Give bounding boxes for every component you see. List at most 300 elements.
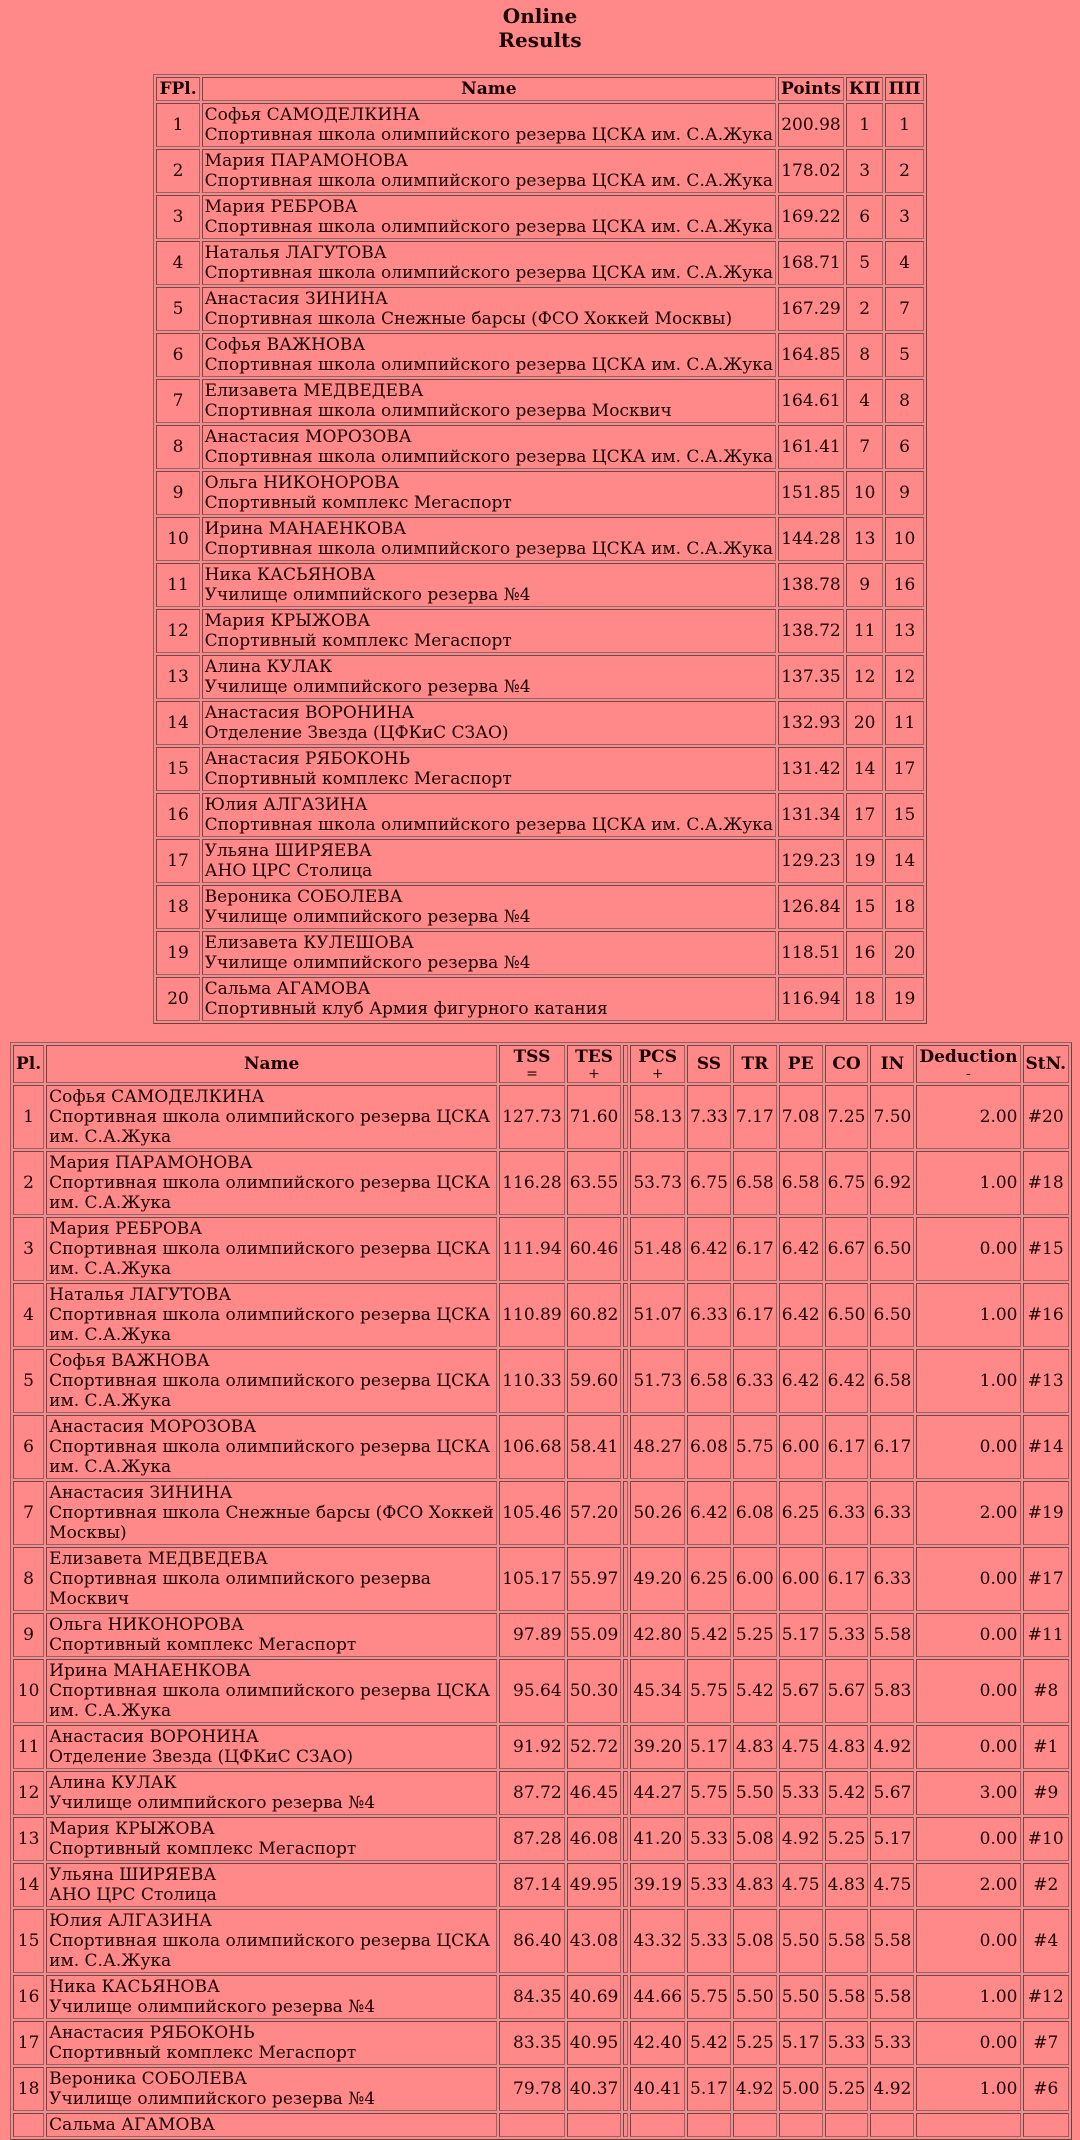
segment-name-cell bbox=[46, 1349, 497, 1413]
segment-tes-cell[interactable]: 71.60 bbox=[567, 1085, 622, 1149]
skater-name[interactable]: Анастасия РЯБОКОНЬ bbox=[49, 2023, 255, 2043]
separator-cell bbox=[623, 1349, 628, 1413]
segment-ss-cell: 5.33 bbox=[687, 1817, 731, 1861]
skater-name[interactable]: Анастасия МОРОЗОВА bbox=[204, 427, 412, 447]
final-name-cell bbox=[202, 977, 776, 1021]
skater-name[interactable]: Сальма АГАМОВА bbox=[204, 979, 371, 999]
segment-co-cell: 5.33 bbox=[825, 2021, 869, 2065]
separator-cell bbox=[623, 1283, 628, 1347]
skater-name[interactable]: Мария ПАРАМОНОВА bbox=[49, 1153, 253, 1173]
final-fs-place-cell[interactable]: 7 bbox=[885, 287, 923, 331]
final-name-cell bbox=[202, 747, 776, 791]
final-sp-place-cell[interactable]: 11 bbox=[846, 609, 884, 653]
final-fs-place-cell[interactable]: 4 bbox=[885, 241, 923, 285]
separator-cell bbox=[623, 1659, 628, 1723]
header-seg-co[interactable]: CO bbox=[825, 1045, 869, 1083]
final-place-cell: 10 bbox=[156, 517, 199, 561]
final-sp-place-cell[interactable]: 13 bbox=[846, 517, 884, 561]
segment-ded-cell: 0.00 bbox=[916, 1415, 1020, 1479]
segment-ded-cell: 2.00 bbox=[916, 1085, 1020, 1149]
separator-cell bbox=[623, 1613, 628, 1657]
skater-name[interactable]: Ирина МАНАЕНКОВА bbox=[49, 1661, 251, 1681]
segment-co-cell: 5.33 bbox=[825, 1613, 869, 1657]
segment-table-row bbox=[13, 1415, 1069, 1479]
header-pcs-sub: + bbox=[651, 1066, 664, 1082]
segment-tes-cell[interactable]: 59.60 bbox=[567, 1349, 622, 1413]
final-sp-place-cell[interactable]: 6 bbox=[846, 195, 884, 239]
segment-table-row bbox=[13, 1909, 1069, 1973]
final-place-cell: 4 bbox=[156, 241, 199, 285]
skater-name[interactable]: Мария ПАРАМОНОВА bbox=[204, 151, 409, 171]
final-sp-place-cell[interactable]: 18 bbox=[846, 977, 884, 1021]
skater-name[interactable]: Юлия АЛГАЗИНА bbox=[49, 1911, 213, 1931]
segment-table-row bbox=[13, 1151, 1069, 1215]
segment-place-cell: 10 bbox=[13, 1659, 44, 1723]
club-name: Спортивная школа олимпийского резерва ЦСКА им. С.А.Жука bbox=[49, 1681, 491, 1721]
final-sp-place-cell[interactable]: 16 bbox=[846, 931, 884, 975]
segment-pcs-cell[interactable]: 51.73 bbox=[630, 1349, 685, 1413]
segment-stn-cell: #18 bbox=[1023, 1151, 1070, 1215]
segment-ss-cell: 6.25 bbox=[687, 1547, 731, 1611]
segment-pcs-cell[interactable]: 51.48 bbox=[630, 1217, 685, 1281]
header-final-sp[interactable]: КП bbox=[846, 77, 884, 101]
segment-pe-cell: 6.42 bbox=[779, 1349, 823, 1413]
segment-name-cell bbox=[46, 1283, 497, 1347]
separator-cell bbox=[623, 1415, 628, 1479]
skater-name[interactable]: Софья ВАЖНОВА bbox=[49, 1351, 210, 1371]
segment-name-cell bbox=[46, 2113, 497, 2137]
club-name: Спортивный комплекс Мегаспорт bbox=[49, 2043, 357, 2063]
final-place-cell: 11 bbox=[156, 563, 199, 607]
segment-tes-cell[interactable]: 60.82 bbox=[567, 1283, 622, 1347]
segment-stn-cell: #2 bbox=[1023, 1863, 1070, 1907]
skater-name[interactable]: Наталья ЛАГУТОВА bbox=[204, 243, 387, 263]
segment-co-cell: 6.17 bbox=[825, 1415, 869, 1479]
segment-ded-cell: 2.00 bbox=[916, 1863, 1020, 1907]
segment-pe-cell: 5.67 bbox=[779, 1659, 823, 1723]
segment-pcs-cell[interactable]: 48.27 bbox=[630, 1415, 685, 1479]
skater-name[interactable]: Анастасия ЗИНИНА bbox=[49, 1483, 233, 1503]
final-points-cell: 164.61 bbox=[778, 379, 844, 423]
final-points-cell: 144.28 bbox=[778, 517, 844, 561]
segment-stn-cell: #15 bbox=[1023, 1217, 1070, 1281]
segment-stn-cell: #12 bbox=[1023, 1975, 1070, 2019]
club-name: Спортивный клуб Армия фигурного катания bbox=[204, 999, 608, 1019]
skater-name[interactable]: Анастасия МОРОЗОВА bbox=[49, 1417, 257, 1437]
club-name: Спортивный комплекс Мегаспорт bbox=[204, 631, 512, 651]
segment-name-cell bbox=[46, 1085, 497, 1149]
club-name: Спортивная школа Снежные барсы (ФСО Хоккей Москвы) bbox=[204, 309, 733, 329]
segment-tes-cell[interactable] bbox=[567, 2113, 622, 2137]
final-table-row bbox=[156, 287, 923, 331]
segment-pcs-cell[interactable]: 53.73 bbox=[630, 1151, 685, 1215]
separator-cell bbox=[623, 1217, 628, 1281]
final-sp-place-cell[interactable]: 2 bbox=[846, 287, 884, 331]
segment-stn-cell: #7 bbox=[1023, 2021, 1070, 2065]
segment-ss-cell: 6.33 bbox=[687, 1283, 731, 1347]
final-table-row bbox=[156, 747, 923, 791]
header-seg-place[interactable]: Pl. bbox=[13, 1045, 44, 1083]
segment-pcs-cell[interactable]: 51.07 bbox=[630, 1283, 685, 1347]
skater-name[interactable]: Анастасия ЗИНИНА bbox=[204, 289, 388, 309]
final-sp-place-cell[interactable]: 1 bbox=[846, 103, 884, 147]
final-table-row bbox=[156, 241, 923, 285]
skater-name[interactable]: Софья ВАЖНОВА bbox=[204, 335, 366, 355]
header-seg-tr[interactable]: TR bbox=[733, 1045, 777, 1083]
segment-stn-cell: #6 bbox=[1023, 2067, 1070, 2111]
segment-tes-cell[interactable]: 40.37 bbox=[567, 2067, 622, 2111]
segment-place-cell: 6 bbox=[13, 1415, 44, 1479]
segment-pcs-cell[interactable]: 39.19 bbox=[630, 1863, 685, 1907]
header-seg-pcs[interactable] bbox=[630, 1045, 685, 1083]
segment-co-cell: 4.83 bbox=[825, 1863, 869, 1907]
final-place-cell: 13 bbox=[156, 655, 199, 699]
final-points-cell: 168.71 bbox=[778, 241, 844, 285]
separator-cell bbox=[623, 1771, 628, 1815]
segment-tr-cell: 6.17 bbox=[733, 1217, 777, 1281]
final-fs-place-cell[interactable]: 10 bbox=[885, 517, 923, 561]
final-name-cell bbox=[202, 471, 776, 515]
final-sp-place-cell[interactable]: 3 bbox=[846, 149, 884, 193]
club-name: Училище олимпийского резерва №4 bbox=[204, 585, 531, 605]
segment-pcs-cell[interactable]: 43.32 bbox=[630, 1909, 685, 1973]
segment-in-cell: 5.58 bbox=[870, 1613, 914, 1657]
header-seg-name[interactable]: Name bbox=[46, 1045, 497, 1083]
segment-table-row bbox=[13, 1725, 1069, 1769]
final-place-cell: 3 bbox=[156, 195, 199, 239]
separator-cell bbox=[623, 2113, 628, 2137]
segment-tes-cell[interactable]: 55.97 bbox=[567, 1547, 622, 1611]
segment-tes-cell[interactable]: 46.08 bbox=[567, 1817, 622, 1861]
final-fs-place-cell[interactable]: 17 bbox=[885, 747, 923, 791]
final-points-cell: 129.23 bbox=[778, 839, 844, 883]
skater-name[interactable]: Вероника СОБОЛЕВА bbox=[49, 2069, 248, 2089]
segment-pcs-cell[interactable]: 58.13 bbox=[630, 1085, 685, 1149]
segment-name-cell bbox=[46, 2021, 497, 2065]
skater-name[interactable]: Вероника СОБОЛЕВА bbox=[204, 887, 403, 907]
segment-tes-cell[interactable]: 55.09 bbox=[567, 1613, 622, 1657]
final-table-row bbox=[156, 793, 923, 837]
segment-pcs-cell[interactable]: 40.41 bbox=[630, 2067, 685, 2111]
segment-tss-cell: 91.92 bbox=[499, 1725, 564, 1769]
final-sp-place-cell[interactable]: 10 bbox=[846, 471, 884, 515]
segment-place-cell: 2 bbox=[13, 1151, 44, 1215]
skater-name[interactable]: Наталья ЛАГУТОВА bbox=[49, 1285, 232, 1305]
segment-tes-cell[interactable]: 43.08 bbox=[567, 1909, 622, 1973]
segment-stn-cell: #10 bbox=[1023, 1817, 1070, 1861]
final-table-row bbox=[156, 563, 923, 607]
segment-ss-cell: 5.75 bbox=[687, 1975, 731, 2019]
header-seg-in[interactable]: IN bbox=[870, 1045, 914, 1083]
final-table-row bbox=[156, 103, 923, 147]
segment-tes-cell[interactable]: 57.20 bbox=[567, 1481, 622, 1545]
final-place-cell: 17 bbox=[156, 839, 199, 883]
header-seg-stn[interactable]: StN. bbox=[1023, 1045, 1070, 1083]
segment-in-cell: 5.67 bbox=[870, 1771, 914, 1815]
segment-pcs-cell[interactable]: 49.20 bbox=[630, 1547, 685, 1611]
club-name: Спортивный комплекс Мегаспорт bbox=[204, 493, 512, 513]
final-sp-place-cell[interactable]: 17 bbox=[846, 793, 884, 837]
separator-cell bbox=[623, 1547, 628, 1611]
final-fs-place-cell[interactable]: 16 bbox=[885, 563, 923, 607]
skater-name[interactable]: Мария КРЫЖОВА bbox=[204, 611, 371, 631]
skater-name[interactable]: Софья САМОДЕЛКИНА bbox=[204, 105, 420, 125]
segment-tes-cell[interactable]: 60.46 bbox=[567, 1217, 622, 1281]
final-table-row bbox=[156, 379, 923, 423]
final-fs-place-cell[interactable]: 20 bbox=[885, 931, 923, 975]
segment-tss-cell: 97.89 bbox=[499, 1613, 564, 1657]
club-name: Спортивная школа олимпийского резерва ЦСКА им. С.А.Жука bbox=[49, 1371, 491, 1411]
final-points-cell: 131.42 bbox=[778, 747, 844, 791]
segment-co-cell: 5.42 bbox=[825, 1771, 869, 1815]
segment-stn-cell: #16 bbox=[1023, 1283, 1070, 1347]
final-table-row bbox=[156, 655, 923, 699]
club-name: Спортивная школа олимпийского резерва ЦСКА им. С.А.Жука bbox=[204, 539, 773, 559]
final-sp-place-cell[interactable]: 12 bbox=[846, 655, 884, 699]
separator-cell bbox=[623, 1975, 628, 2019]
segment-tes-cell[interactable]: 40.69 bbox=[567, 1975, 622, 2019]
segment-pcs-cell[interactable]: 39.20 bbox=[630, 1725, 685, 1769]
segment-ss-cell: 5.17 bbox=[687, 1725, 731, 1769]
segment-ded-cell bbox=[916, 2113, 1020, 2137]
club-name: Спортивный комплекс Мегаспорт bbox=[49, 1839, 357, 1859]
final-fs-place-cell[interactable]: 19 bbox=[885, 977, 923, 1021]
segment-stn-cell bbox=[1023, 2113, 1070, 2137]
segment-tes-cell[interactable]: 50.30 bbox=[567, 1659, 622, 1723]
final-points-cell: 200.98 bbox=[778, 103, 844, 147]
segment-place-cell: 3 bbox=[13, 1217, 44, 1281]
segment-in-cell: 5.17 bbox=[870, 1817, 914, 1861]
final-sp-place-cell[interactable]: 15 bbox=[846, 885, 884, 929]
segment-pe-cell: 5.50 bbox=[779, 1975, 823, 2019]
skater-name[interactable]: Мария КРЫЖОВА bbox=[49, 1819, 215, 1839]
segment-ded-cell: 1.00 bbox=[916, 1975, 1020, 2019]
skater-name[interactable]: Елизавета МЕДВЕДЕВА bbox=[204, 381, 424, 401]
skater-name[interactable]: Мария РЕБРОВА bbox=[49, 1219, 203, 1239]
header-final-fs[interactable]: ПП bbox=[885, 77, 923, 101]
segment-tr-cell: 5.25 bbox=[733, 1613, 777, 1657]
segment-ss-cell: 6.42 bbox=[687, 1217, 731, 1281]
skater-name[interactable]: Анастасия ВОРОНИНА bbox=[49, 1727, 259, 1747]
final-fs-place-cell[interactable]: 9 bbox=[885, 471, 923, 515]
final-fs-place-cell[interactable]: 14 bbox=[885, 839, 923, 883]
final-sp-place-cell[interactable]: 9 bbox=[846, 563, 884, 607]
final-fs-place-cell[interactable]: 6 bbox=[885, 425, 923, 469]
segment-pcs-cell[interactable]: 44.66 bbox=[630, 1975, 685, 2019]
segment-place-cell: 14 bbox=[13, 1863, 44, 1907]
skater-name[interactable]: Ольга НИКОНОРОВА bbox=[204, 473, 400, 493]
segment-ss-cell: 5.42 bbox=[687, 1613, 731, 1657]
segment-pcs-cell[interactable]: 42.80 bbox=[630, 1613, 685, 1657]
segment-pcs-cell[interactable] bbox=[630, 2113, 685, 2137]
separator-cell bbox=[623, 1863, 628, 1907]
segment-ss-cell: 6.42 bbox=[687, 1481, 731, 1545]
final-sp-place-cell[interactable]: 7 bbox=[846, 425, 884, 469]
final-points-cell: 116.94 bbox=[778, 977, 844, 1021]
final-place-cell: 14 bbox=[156, 701, 199, 745]
segment-in-cell: 6.50 bbox=[870, 1283, 914, 1347]
separator-cell bbox=[623, 1909, 628, 1973]
skater-name[interactable]: Ника КАСЬЯНОВА bbox=[49, 1977, 220, 1997]
separator-cell bbox=[623, 1817, 628, 1861]
final-fs-place-cell[interactable]: 5 bbox=[885, 333, 923, 377]
final-sp-place-cell[interactable]: 8 bbox=[846, 333, 884, 377]
skater-name[interactable]: Мария РЕБРОВА bbox=[204, 197, 358, 217]
final-fs-place-cell[interactable]: 3 bbox=[885, 195, 923, 239]
final-sp-place-cell[interactable]: 5 bbox=[846, 241, 884, 285]
final-table-row bbox=[156, 609, 923, 653]
header-seg-tes[interactable] bbox=[567, 1045, 622, 1083]
segment-stn-cell: #11 bbox=[1023, 1613, 1070, 1657]
header-seg-tss[interactable] bbox=[499, 1045, 564, 1083]
segment-co-cell: 5.25 bbox=[825, 2067, 869, 2111]
final-name-cell bbox=[202, 379, 776, 423]
header-seg-deduction[interactable] bbox=[916, 1045, 1020, 1083]
header-separator bbox=[623, 1045, 628, 1083]
skater-name[interactable]: Анастасия РЯБОКОНЬ bbox=[204, 749, 411, 769]
segment-place-cell: 18 bbox=[13, 2067, 44, 2111]
segment-pcs-cell[interactable]: 50.26 bbox=[630, 1481, 685, 1545]
segment-ded-cell: 3.00 bbox=[916, 1771, 1020, 1815]
final-fs-place-cell[interactable]: 15 bbox=[885, 793, 923, 837]
segment-pcs-cell[interactable]: 45.34 bbox=[630, 1659, 685, 1723]
segment-tss-cell: 105.46 bbox=[499, 1481, 564, 1545]
final-place-cell: 12 bbox=[156, 609, 199, 653]
club-name: Спортивная школа олимпийского резерва ЦСКА им. С.А.Жука bbox=[204, 217, 773, 237]
segment-tr-cell: 5.50 bbox=[733, 1771, 777, 1815]
skater-name[interactable]: Ирина МАНАЕНКОВА bbox=[204, 519, 407, 539]
segment-ded-cell: 2.00 bbox=[916, 1481, 1020, 1545]
segment-tes-cell[interactable]: 58.41 bbox=[567, 1415, 622, 1479]
segment-tr-cell: 4.83 bbox=[733, 1725, 777, 1769]
segment-pcs-cell[interactable]: 44.27 bbox=[630, 1771, 685, 1815]
segment-pcs-cell[interactable]: 41.20 bbox=[630, 1817, 685, 1861]
segment-tss-cell: 106.68 bbox=[499, 1415, 564, 1479]
segment-tss-cell: 127.73 bbox=[499, 1085, 564, 1149]
header-tss-label: TSS bbox=[513, 1047, 551, 1067]
segment-tss-cell: 83.35 bbox=[499, 2021, 564, 2065]
final-name-cell bbox=[202, 149, 776, 193]
club-name: Училище олимпийского резерва №4 bbox=[204, 677, 531, 697]
final-place-cell: 18 bbox=[156, 885, 199, 929]
segment-table-row bbox=[13, 1283, 1069, 1347]
segment-name-cell bbox=[46, 1817, 497, 1861]
segment-ss-cell: 5.33 bbox=[687, 1863, 731, 1907]
separator-cell bbox=[623, 1481, 628, 1545]
final-fs-place-cell[interactable]: 18 bbox=[885, 885, 923, 929]
header-final-points[interactable]: Points bbox=[778, 77, 844, 101]
segment-name-cell bbox=[46, 2067, 497, 2111]
segment-pe-cell: 6.42 bbox=[779, 1217, 823, 1281]
skater-name[interactable]: Ульяна ШИРЯЕВА bbox=[49, 1865, 217, 1885]
segment-co-cell: 5.25 bbox=[825, 1817, 869, 1861]
skater-name[interactable]: Алина КУЛАК bbox=[204, 657, 333, 677]
final-name-cell bbox=[202, 333, 776, 377]
final-sp-place-cell[interactable]: 20 bbox=[846, 701, 884, 745]
segment-place-cell: 9 bbox=[13, 1613, 44, 1657]
segment-tes-cell[interactable]: 52.72 bbox=[567, 1725, 622, 1769]
segment-tes-cell[interactable]: 40.95 bbox=[567, 2021, 622, 2065]
segment-ded-cell: 0.00 bbox=[916, 1547, 1020, 1611]
skater-name[interactable]: Елизавета МЕДВЕДЕВА bbox=[49, 1549, 268, 1569]
segment-tes-cell[interactable]: 63.55 bbox=[567, 1151, 622, 1215]
header-final-name[interactable]: Name bbox=[202, 77, 776, 101]
final-fs-place-cell[interactable]: 12 bbox=[885, 655, 923, 699]
skater-name[interactable]: Юлия АЛГАЗИНА bbox=[204, 795, 368, 815]
header-tss-sub: = bbox=[526, 1066, 538, 1082]
segment-pcs-cell[interactable]: 42.40 bbox=[630, 2021, 685, 2065]
final-place-cell: 5 bbox=[156, 287, 199, 331]
skater-name[interactable]: Ульяна ШИРЯЕВА bbox=[204, 841, 372, 861]
header-deduction-label: Deduction bbox=[919, 1047, 1018, 1067]
segment-tr-cell: 6.00 bbox=[733, 1547, 777, 1611]
final-place-cell: 8 bbox=[156, 425, 199, 469]
segment-ded-cell: 0.00 bbox=[916, 1217, 1020, 1281]
final-place-cell: 7 bbox=[156, 379, 199, 423]
final-points-cell: 138.72 bbox=[778, 609, 844, 653]
final-sp-place-cell[interactable]: 4 bbox=[846, 379, 884, 423]
segment-ded-cell: 1.00 bbox=[916, 2067, 1020, 2111]
final-sp-place-cell[interactable]: 19 bbox=[846, 839, 884, 883]
segment-name-cell bbox=[46, 1547, 497, 1611]
segment-ss-cell: 5.17 bbox=[687, 2067, 731, 2111]
segment-ss-cell: 5.75 bbox=[687, 1659, 731, 1723]
segment-tr-cell: 5.25 bbox=[733, 2021, 777, 2065]
club-name: Спортивная школа олимпийского резерва ЦСКА им. С.А.Жука bbox=[204, 125, 773, 145]
header-seg-pe[interactable]: PE bbox=[779, 1045, 823, 1083]
segment-tss-cell: 87.28 bbox=[499, 1817, 564, 1861]
final-fs-place-cell[interactable]: 13 bbox=[885, 609, 923, 653]
segment-co-cell: 6.67 bbox=[825, 1217, 869, 1281]
header-deduction-sub: - bbox=[966, 1066, 971, 1082]
segment-pe-cell: 5.00 bbox=[779, 2067, 823, 2111]
segment-tes-cell[interactable]: 49.95 bbox=[567, 1863, 622, 1907]
skater-name[interactable]: Анастасия ВОРОНИНА bbox=[204, 703, 415, 723]
final-place-cell: 19 bbox=[156, 931, 199, 975]
header-seg-ss[interactable]: SS bbox=[687, 1045, 731, 1083]
skater-name[interactable]: Елизавета КУЛЕШОВА bbox=[204, 933, 414, 953]
segment-place-cell: 13 bbox=[13, 1817, 44, 1861]
final-name-cell bbox=[202, 885, 776, 929]
segment-name-cell bbox=[46, 1415, 497, 1479]
skater-name[interactable]: Софья САМОДЕЛКИНА bbox=[49, 1087, 265, 1107]
segment-tss-cell: 105.17 bbox=[499, 1547, 564, 1611]
final-sp-place-cell[interactable]: 14 bbox=[846, 747, 884, 791]
segment-pe-cell: 5.33 bbox=[779, 1771, 823, 1815]
segment-table-row bbox=[13, 2113, 1069, 2137]
final-table-row bbox=[156, 471, 923, 515]
segment-tes-cell[interactable]: 46.45 bbox=[567, 1771, 622, 1815]
segment-name-cell bbox=[46, 1481, 497, 1545]
segment-place-cell: 8 bbox=[13, 1547, 44, 1611]
final-place-cell: 9 bbox=[156, 471, 199, 515]
skater-name[interactable]: Ника КАСЬЯНОВА bbox=[204, 565, 376, 585]
club-name: Спортивная школа олимпийского резерва ЦСКА им. С.А.Жука bbox=[49, 1437, 491, 1477]
segment-table-row bbox=[13, 1817, 1069, 1861]
final-fs-place-cell[interactable]: 11 bbox=[885, 701, 923, 745]
skater-name[interactable]: Сальма АГАМОВА bbox=[49, 2115, 215, 2135]
club-name: Спортивная школа олимпийского резерва ЦСКА им. С.А.Жука bbox=[49, 1107, 491, 1147]
segment-name-cell bbox=[46, 1975, 497, 2019]
segment-stn-cell: #19 bbox=[1023, 1481, 1070, 1545]
club-name: Спортивная школа Снежные барсы (ФСО Хоккей Москвы) bbox=[49, 1503, 494, 1543]
skater-name[interactable]: Ольга НИКОНОРОВА bbox=[49, 1615, 244, 1635]
final-fs-place-cell[interactable]: 2 bbox=[885, 149, 923, 193]
header-final-place[interactable]: FPl. bbox=[156, 77, 199, 101]
skater-name[interactable]: Алина КУЛАК bbox=[49, 1773, 177, 1793]
final-fs-place-cell[interactable]: 8 bbox=[885, 379, 923, 423]
final-fs-place-cell[interactable]: 1 bbox=[885, 103, 923, 147]
